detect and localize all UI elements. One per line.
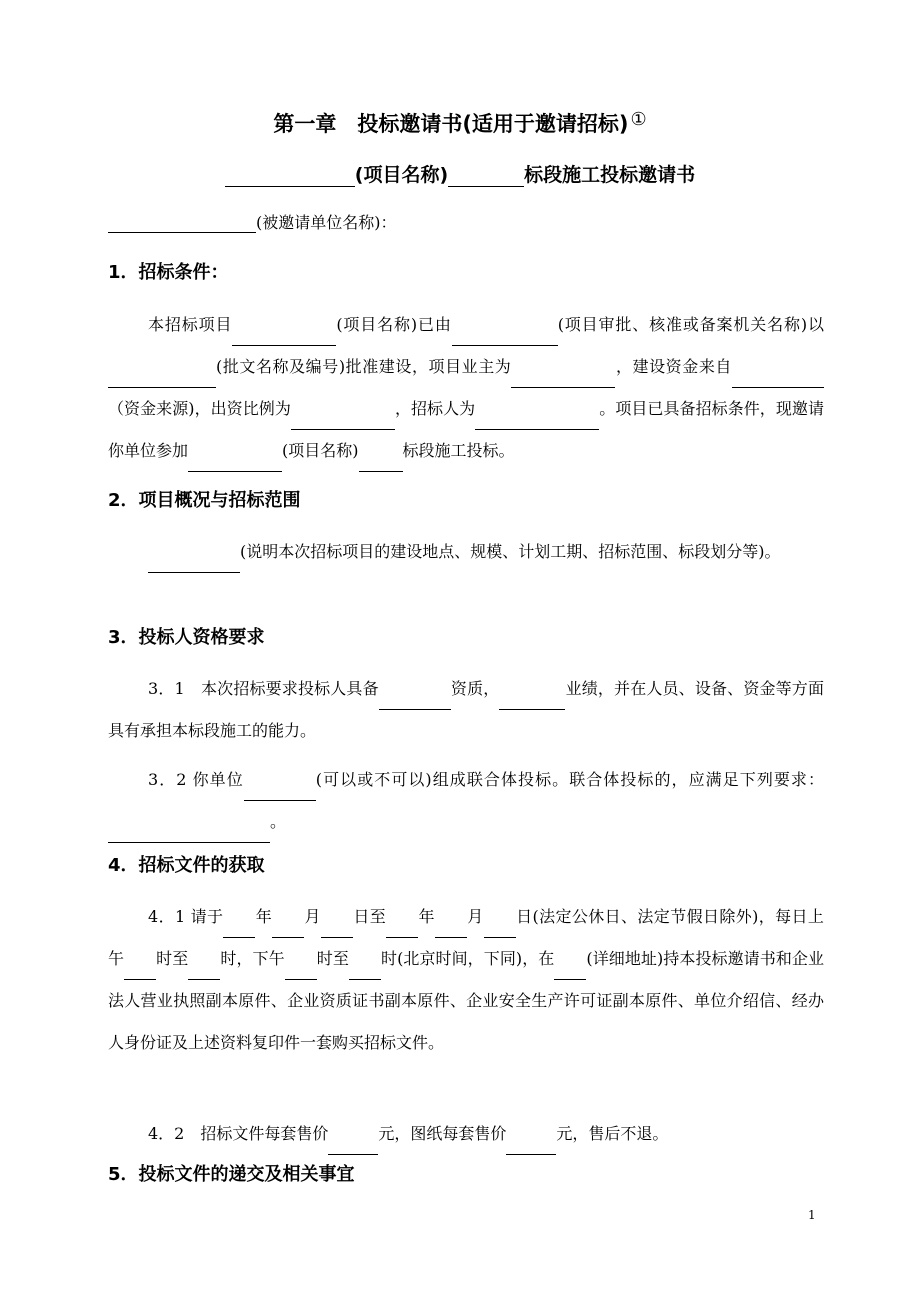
section-2-heading: 2．项目概况与招标范围 (108, 490, 301, 511)
section-4-2-paragraph: 4．2 招标文件每套售价 元，图纸每套售价 元，售后不退。 (108, 1113, 824, 1155)
addressee-label: (被邀请单位名称)： (256, 213, 397, 232)
section-3-2-paragraph: 3．2 你单位 (可以或不可以)组成联合体投标。联合体投标的，应满足下列要求：。 (108, 759, 824, 843)
section-5-heading: 5．投标文件的递交及相关事宜 (108, 1164, 355, 1185)
section-1-heading: 1．招标条件： (108, 262, 229, 283)
section-4-heading: 4．招标文件的获取 (108, 855, 265, 876)
addressee-line (108, 210, 397, 233)
section-3-1-paragraph: 3．1 本次招标要求投标人具备 资质， 业绩，并在人员、设备、资金等方面具有承担本标段施工的能力。 (108, 679, 824, 740)
page-number: 1 (808, 1208, 816, 1222)
footnote-mark: ① (630, 109, 647, 130)
section-3-heading: 3．投标人资格要求 (108, 627, 265, 648)
section-1-paragraph: 本招标项目 (项目名称)已由 (项目审批、核准或备案机关名称)以(批文名称及编号)批准建设，项目业主为 ，建设资金来自（资金来源)，出资比例为 ，招标人为 。项目已具备招标条件，现邀请你单位参加 (项目名称) 标段施工投标。 (108, 304, 824, 472)
section-4-1-paragraph: 4．1 请于 年 月 日至 年 月 日(法定公休日、法定节假日除外)，每日上午 时至 时，下午 时至 时(北京时间，下同)，在 (详细地址)持本投标邀请书和企业法人营业执照副本原件、企业资质证书副本原件、企业安全生产许可证副本原件、单位介绍信、经办人身份证及上述资料复印件一套购买招标文件。 (108, 907, 824, 1052)
invitation-title-project: (项目名称) (354, 164, 449, 186)
section-2-paragraph: (说明本次招标项目的建设地点、规模、计划工期、招标范围、标段划分等)。 (108, 531, 824, 573)
invitation-title-tail: 标段施工投标邀请书 (524, 164, 696, 186)
chapter-title-text: 第一章 投标邀请书(适用于邀请招标) (273, 112, 629, 136)
invitation-title (0, 160, 920, 187)
invitee-name-blank (108, 214, 256, 233)
chapter-title (0, 108, 920, 138)
section-blank (448, 164, 524, 187)
project-name-blank (225, 164, 355, 187)
